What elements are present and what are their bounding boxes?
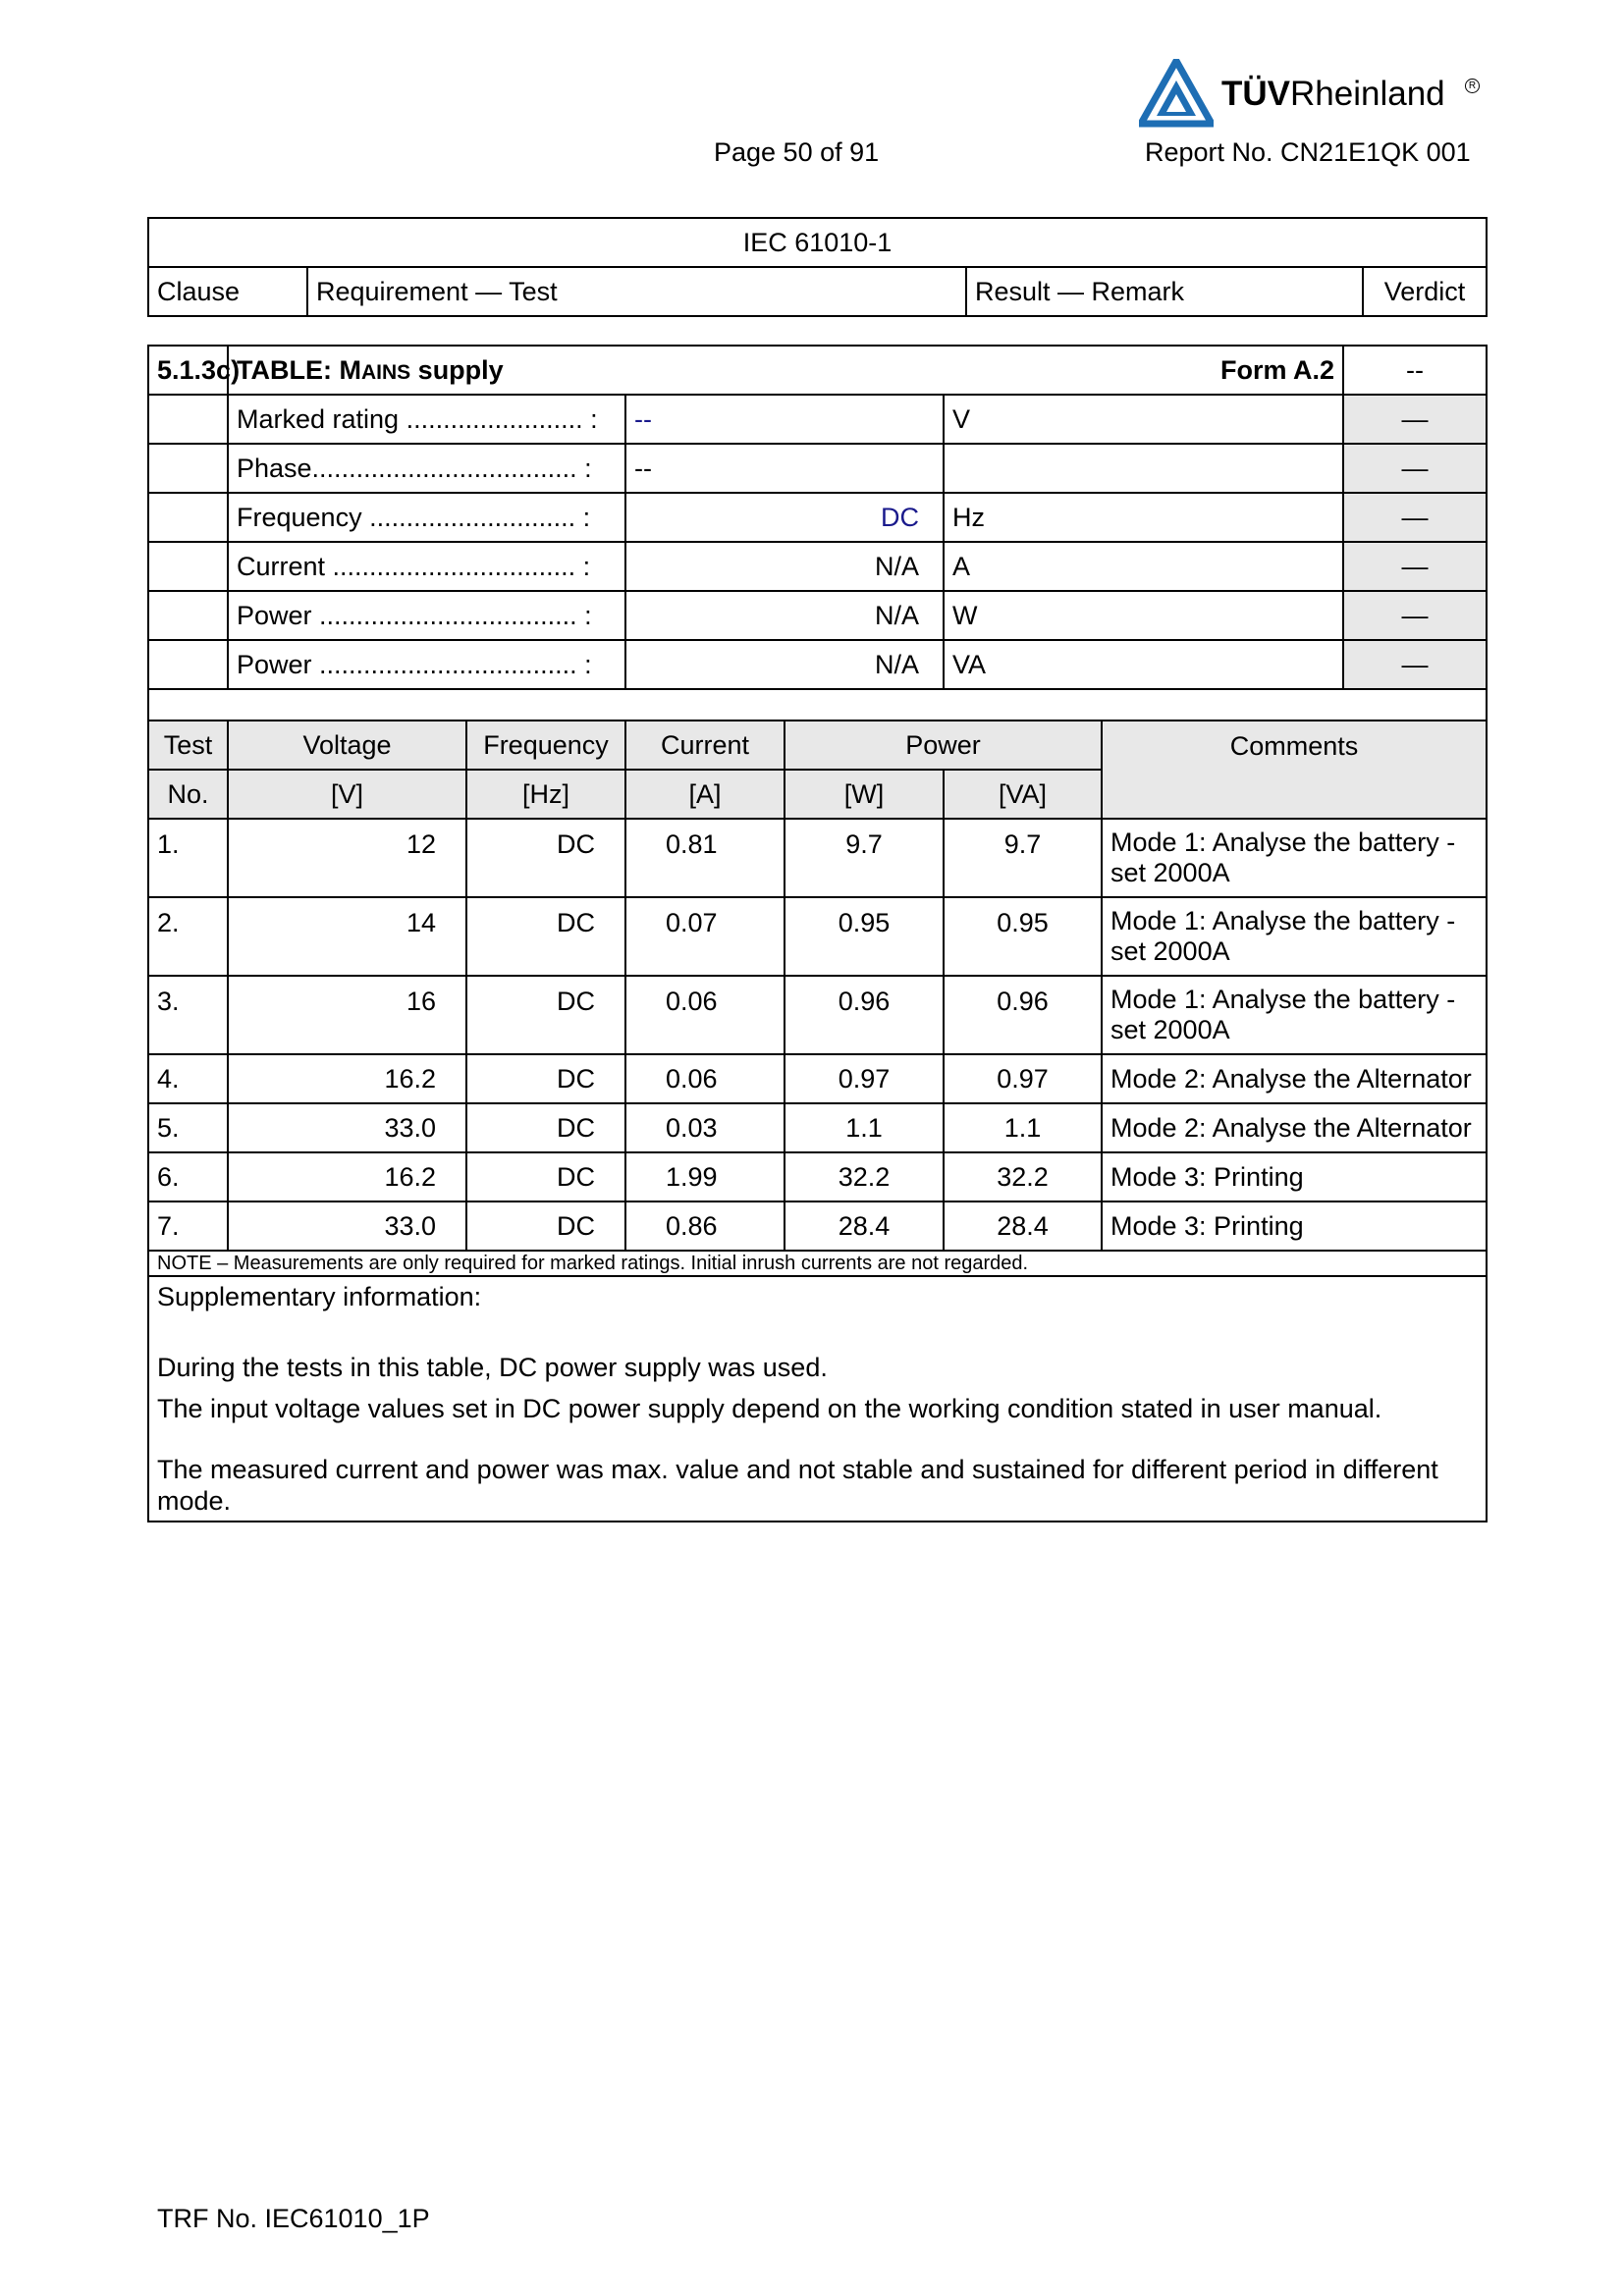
rating-verdict: — xyxy=(1343,542,1487,591)
power-w-value: 28.4 xyxy=(785,1201,944,1251)
comment-value: Mode 3: Printing xyxy=(1102,1201,1487,1251)
frequency-value: DC xyxy=(466,1054,625,1103)
power-va-value: 0.95 xyxy=(944,897,1102,976)
rating-label: Marked rating ........................ : xyxy=(228,395,625,444)
power-va-value: 28.4 xyxy=(944,1201,1102,1251)
test-no: 2. xyxy=(148,897,228,976)
power-w-value: 1.1 xyxy=(785,1103,944,1152)
power-w-value: 9.7 xyxy=(785,819,944,897)
test-no: 7. xyxy=(148,1201,228,1251)
table-row xyxy=(148,819,1487,897)
power-va-value: 32.2 xyxy=(944,1152,1102,1201)
power-w-value: 32.2 xyxy=(785,1152,944,1201)
current-value: 0.86 xyxy=(625,1201,785,1251)
power-w-value: 0.96 xyxy=(785,976,944,1054)
header-table xyxy=(147,217,1488,317)
voltage-value: 12 xyxy=(228,819,466,897)
col-test: Test xyxy=(148,721,228,770)
rating-verdict: — xyxy=(1343,395,1487,444)
supplementary-line: The input voltage values set in DC power supply depend on the working condition stated in user manual. xyxy=(157,1394,1382,1423)
current-value: 0.06 xyxy=(625,1054,785,1103)
rating-row xyxy=(148,493,1487,542)
current-value: 0.06 xyxy=(625,976,785,1054)
col-result: Result — Remark xyxy=(966,267,1363,316)
brand-name: TÜVRheinland xyxy=(1221,75,1445,113)
unit-v: [V] xyxy=(228,770,466,819)
table-title-cell xyxy=(228,346,1343,395)
table-row xyxy=(148,1054,1487,1103)
col-current: Current xyxy=(625,721,785,770)
col-clause: Clause xyxy=(148,267,307,316)
supplementary-line: During the tests in this table, DC power supply was used. xyxy=(157,1353,828,1382)
table-row xyxy=(148,897,1487,976)
rating-value: N/A xyxy=(625,640,944,689)
page-number: Page 50 of 91 xyxy=(714,137,880,167)
rating-label: Current ................................. : xyxy=(228,542,625,591)
table-row xyxy=(148,1103,1487,1152)
voltage-value: 14 xyxy=(228,897,466,976)
rating-verdict: — xyxy=(1343,444,1487,493)
rating-verdict: — xyxy=(1343,591,1487,640)
rating-verdict: — xyxy=(1343,640,1487,689)
unit-a: [A] xyxy=(625,770,785,819)
rating-value: DC xyxy=(625,493,944,542)
test-no: 4. xyxy=(148,1054,228,1103)
col-power: Power xyxy=(785,721,1102,770)
power-w-value: 0.95 xyxy=(785,897,944,976)
frequency-value: DC xyxy=(466,976,625,1054)
unit-va: [VA] xyxy=(944,770,1102,819)
comment-value: Mode 3: Printing xyxy=(1102,1152,1487,1201)
rating-label: Power ................................... : xyxy=(228,591,625,640)
supplementary-heading: Supplementary information: xyxy=(157,1282,482,1311)
power-va-value: 0.96 xyxy=(944,976,1102,1054)
power-va-value: 0.97 xyxy=(944,1054,1102,1103)
table-row xyxy=(148,1201,1487,1251)
voltage-value: 33.0 xyxy=(228,1201,466,1251)
table-title: TABLE: MAINS supply xyxy=(237,354,504,385)
rating-unit: Hz xyxy=(944,493,1343,542)
form-label: Form A.2 xyxy=(1220,354,1335,385)
frequency-value: DC xyxy=(466,1201,625,1251)
frequency-value: DC xyxy=(466,819,625,897)
power-va-value: 1.1 xyxy=(944,1103,1102,1152)
voltage-value: 33.0 xyxy=(228,1103,466,1152)
rating-unit: A xyxy=(944,542,1343,591)
unit-w: [W] xyxy=(785,770,944,819)
table-row xyxy=(148,976,1487,1054)
registered-mark-icon: R xyxy=(1465,79,1480,93)
voltage-value: 16.2 xyxy=(228,1054,466,1103)
power-va-value: 9.7 xyxy=(944,819,1102,897)
comment-value: Mode 1: Analyse the battery - set 2000A xyxy=(1102,897,1487,976)
supplementary-info xyxy=(148,1276,1487,1522)
test-no: 5. xyxy=(148,1103,228,1152)
rating-row xyxy=(148,640,1487,689)
col-no: No. xyxy=(148,770,228,819)
rating-unit: V xyxy=(944,395,1343,444)
rating-value: N/A xyxy=(625,591,944,640)
rating-value: -- xyxy=(625,395,944,444)
table-note: NOTE – Measurements are only required for marked ratings. Initial inrush currents are not regarded. xyxy=(148,1251,1487,1276)
rating-row xyxy=(148,444,1487,493)
test-no: 3. xyxy=(148,976,228,1054)
current-value: 1.99 xyxy=(625,1152,785,1201)
unit-hz: [Hz] xyxy=(466,770,625,819)
table-row xyxy=(148,1152,1487,1201)
rating-unit xyxy=(944,444,1343,493)
comment-value: Mode 1: Analyse the battery - set 2000A xyxy=(1102,819,1487,897)
rating-value: N/A xyxy=(625,542,944,591)
voltage-value: 16.2 xyxy=(228,1152,466,1201)
rating-label: Frequency ............................ : xyxy=(228,493,625,542)
trf-number: TRF No. IEC61010_1P xyxy=(157,2204,430,2233)
measurement-header-row xyxy=(148,721,1487,770)
standard-name: IEC 61010-1 xyxy=(148,218,1487,267)
spacer-row xyxy=(148,689,1487,721)
frequency-value: DC xyxy=(466,1103,625,1152)
col-verdict: Verdict xyxy=(1363,267,1487,316)
report-number: Report No. CN21E1QK 001 xyxy=(1145,137,1471,167)
rating-value: -- xyxy=(625,444,944,493)
current-value: 0.81 xyxy=(625,819,785,897)
rating-verdict: — xyxy=(1343,493,1487,542)
current-value: 0.07 xyxy=(625,897,785,976)
rating-row xyxy=(148,395,1487,444)
col-frequency: Frequency xyxy=(466,721,625,770)
comment-value: Mode 1: Analyse the battery - set 2000A xyxy=(1102,976,1487,1054)
power-w-value: 0.97 xyxy=(785,1054,944,1103)
col-voltage: Voltage xyxy=(228,721,466,770)
rating-unit: VA xyxy=(944,640,1343,689)
comment-value: Mode 2: Analyse the Alternator xyxy=(1102,1103,1487,1152)
test-no: 6. xyxy=(148,1152,228,1201)
frequency-value: DC xyxy=(466,1152,625,1201)
frequency-value: DC xyxy=(466,897,625,976)
col-requirement: Requirement — Test xyxy=(307,267,966,316)
col-comments: Comments xyxy=(1102,721,1487,819)
test-no: 1. xyxy=(148,819,228,897)
rating-label: Power ................................... : xyxy=(228,640,625,689)
table-verdict: -- xyxy=(1343,346,1487,395)
rating-row xyxy=(148,542,1487,591)
rating-unit: W xyxy=(944,591,1343,640)
current-value: 0.03 xyxy=(625,1103,785,1152)
rating-label: Phase.................................... : xyxy=(228,444,625,493)
mains-supply-table xyxy=(147,345,1488,1522)
comment-value: Mode 2: Analyse the Alternator xyxy=(1102,1054,1487,1103)
supplementary-line: The measured current and power was max. value and not stable and sustained for different period in different mode. xyxy=(157,1455,1438,1516)
rating-row xyxy=(148,591,1487,640)
tuv-rheinland-logo xyxy=(1139,59,1492,128)
triangle-logo-icon xyxy=(1139,59,1214,128)
voltage-value: 16 xyxy=(228,976,466,1054)
clause-number: 5.1.3c) xyxy=(148,346,228,395)
